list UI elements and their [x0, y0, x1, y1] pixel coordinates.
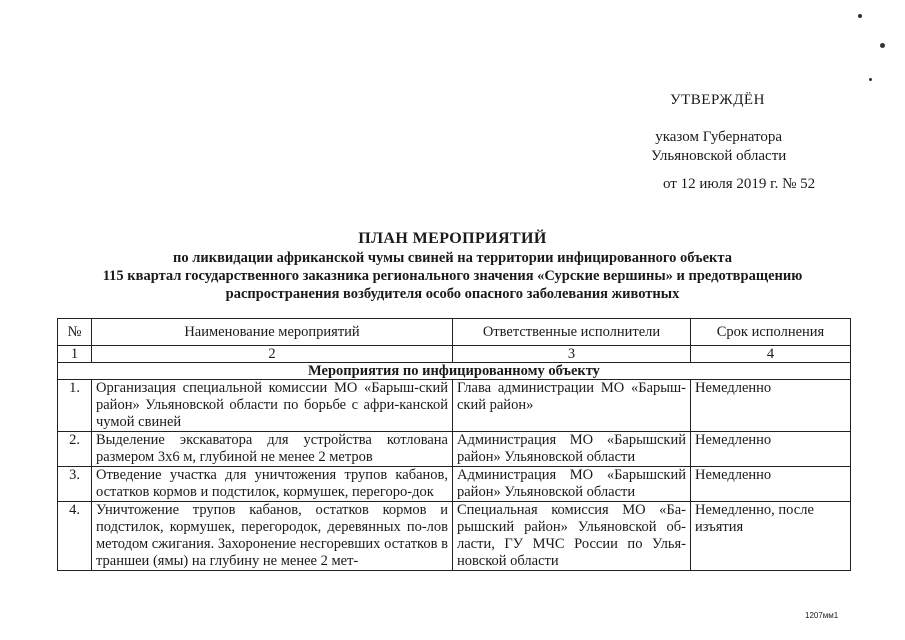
- title-line-1: по ликвидации африканской чумы свиней на территории инфицированного объекта: [173, 250, 732, 266]
- header-name: Наименование мероприятий: [92, 319, 453, 346]
- table-row: [58, 380, 851, 432]
- approval-heading: УТВЕРЖДЁН: [670, 92, 765, 108]
- section-title: Мероприятия по инфицированному объекту: [58, 363, 851, 380]
- document-title: [40, 229, 865, 303]
- column-index: 3: [453, 346, 691, 363]
- row-number: 3.: [58, 467, 92, 502]
- column-index: 1: [58, 346, 92, 363]
- row-responsible: Администрация МО «Барышский район» Ульяновской области: [453, 467, 691, 502]
- scan-speck: [880, 43, 885, 48]
- header-term: Срок исполнения: [691, 319, 851, 346]
- row-responsible: Администрация МО «Барышский район» Ульяновской области: [453, 432, 691, 467]
- table-header-row: [58, 319, 851, 346]
- row-name: Организация специальной комиссии МО «Барыш-ский район» Ульяновской области по борьбе с афри-канской чумой свиней: [92, 380, 453, 432]
- scan-speck: [869, 78, 872, 81]
- plan-table: [57, 318, 851, 571]
- title-line-2: 115 квартал государственного заказника регионального значения «Сурские вершины» и предотвращению: [102, 268, 803, 284]
- table-row: [58, 432, 851, 467]
- header-responsible: Ответственные исполнители: [453, 319, 691, 346]
- column-index-row: [58, 346, 851, 363]
- title-main: ПЛАН МЕРОПРИЯТИЙ: [358, 230, 547, 247]
- row-number: 1.: [58, 380, 92, 432]
- row-name: Отведение участка для уничтожения трупов кабанов, остатков кормов и подстилок, кормушек, перегоро-док: [92, 467, 453, 502]
- header-number: №: [58, 319, 92, 346]
- scan-speck: [858, 14, 862, 18]
- row-name: Выделение экскаватора для устройства котлована размером 3х6 м, глубиной не менее 2 метров: [92, 432, 453, 467]
- approval-decree: [651, 128, 786, 166]
- table-row: [58, 502, 851, 571]
- approval-date: от 12 июля 2019 г. № 52: [663, 176, 816, 192]
- row-responsible: Специальная комиссия МО «Ба-рышский район» Ульяновской об-ласти, ГУ МЧС России по Улья-новской области: [453, 502, 691, 571]
- row-term: Немедленно, после изъятия: [691, 502, 851, 571]
- row-term: Немедленно: [691, 432, 851, 467]
- column-index: 4: [691, 346, 851, 363]
- column-index: 2: [92, 346, 453, 363]
- row-responsible: Глава администрации МО «Барыш-ский район»: [453, 380, 691, 432]
- decree-line-1: указом Губернатора: [655, 129, 783, 145]
- section-row: [58, 363, 851, 380]
- footer-code: 1207мм1: [805, 611, 839, 620]
- table-row: [58, 467, 851, 502]
- row-name: Уничтожение трупов кабанов, остатков кормов и подстилок, кормушек, перегородок, деревянных по-лов методом сжигания. Захоронение несгоревших остатков в траншеи (ямы) на глубину не менее 2 мет-: [92, 502, 453, 571]
- row-number: 4.: [58, 502, 92, 571]
- row-number: 2.: [58, 432, 92, 467]
- row-term: Немедленно: [691, 380, 851, 432]
- title-line-3: распространения возбудителя особо опасного заболевания животных: [225, 286, 680, 302]
- decree-line-2: Ульяновской области: [651, 148, 787, 164]
- row-term: Немедленно: [691, 467, 851, 502]
